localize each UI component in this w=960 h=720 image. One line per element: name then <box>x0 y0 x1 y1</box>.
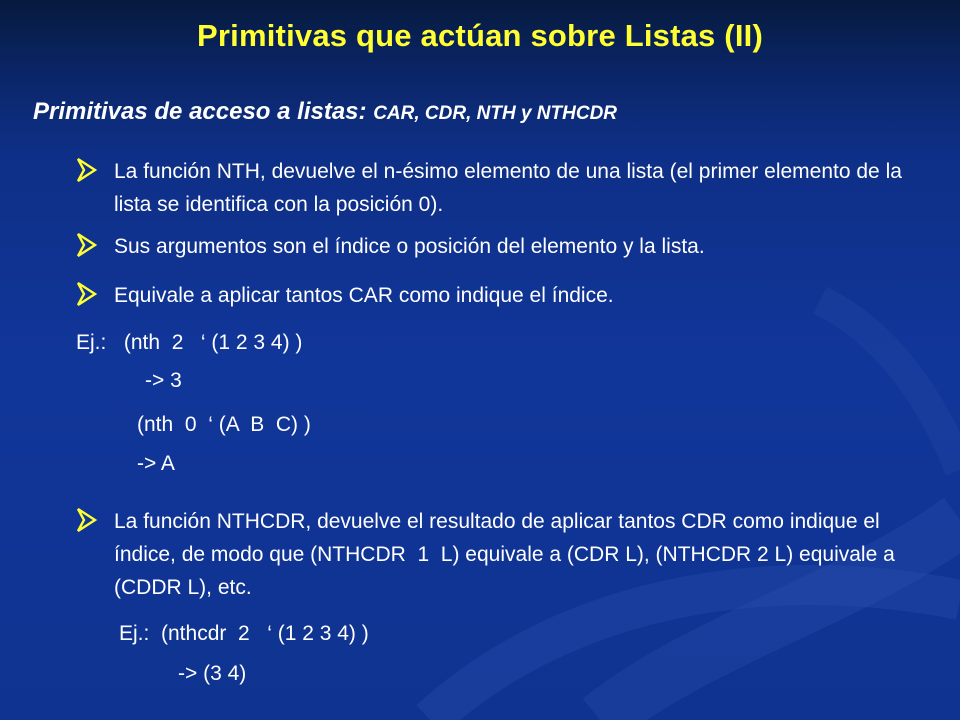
example-nth-1-result: -> 3 <box>145 369 182 392</box>
arrowhead-bullet-icon <box>76 506 98 534</box>
arrowhead-bullet-icon <box>76 156 98 184</box>
example-nth-2: (nth 0 ‘ (A B C) ) <box>137 413 311 436</box>
bullet-item <box>76 505 936 604</box>
bullet-item <box>76 155 936 221</box>
subtitle-main: Primitivas de acceso a listas: <box>33 98 374 125</box>
example-nth-2-result: -> A <box>137 452 175 475</box>
bullet-text: Equivale a aplicar tantos CAR como indique el índice. <box>114 284 614 307</box>
example-nthcdr-result: -> (3 4) <box>178 662 247 685</box>
bullet-text: Sus argumentos son el índice o posición del elemento y la lista. <box>114 235 705 258</box>
example-nth-1: Ej.: (nth 2 ‘ (1 2 3 4) ) <box>76 331 303 354</box>
slide-title: Primitivas que actúan sobre Listas (II) <box>197 18 763 53</box>
bullet-item <box>76 279 936 312</box>
arrowhead-bullet-icon <box>76 231 98 259</box>
slide-subtitle <box>33 98 617 126</box>
bullet-text: La función NTH, devuelve el n-ésimo elemento de una lista (el primer elemento de la lista se identifica con la posición 0). <box>114 160 902 216</box>
bullet-text: La función NTHCDR, devuelve el resultado de aplicar tantos CDR como indique el índice, de modo que (NTHCDR 1 L) equivale a (CDR L), (NTHCDR 2 L) equivale a (CDDR L), etc. <box>114 510 901 599</box>
example-nthcdr: Ej.: (nthcdr 2 ‘ (1 2 3 4) ) <box>119 622 369 645</box>
arrowhead-bullet-icon <box>76 280 98 308</box>
subtitle-primitives: CAR, CDR, NTH y NTHCDR <box>373 103 618 124</box>
bullet-item <box>76 230 936 263</box>
